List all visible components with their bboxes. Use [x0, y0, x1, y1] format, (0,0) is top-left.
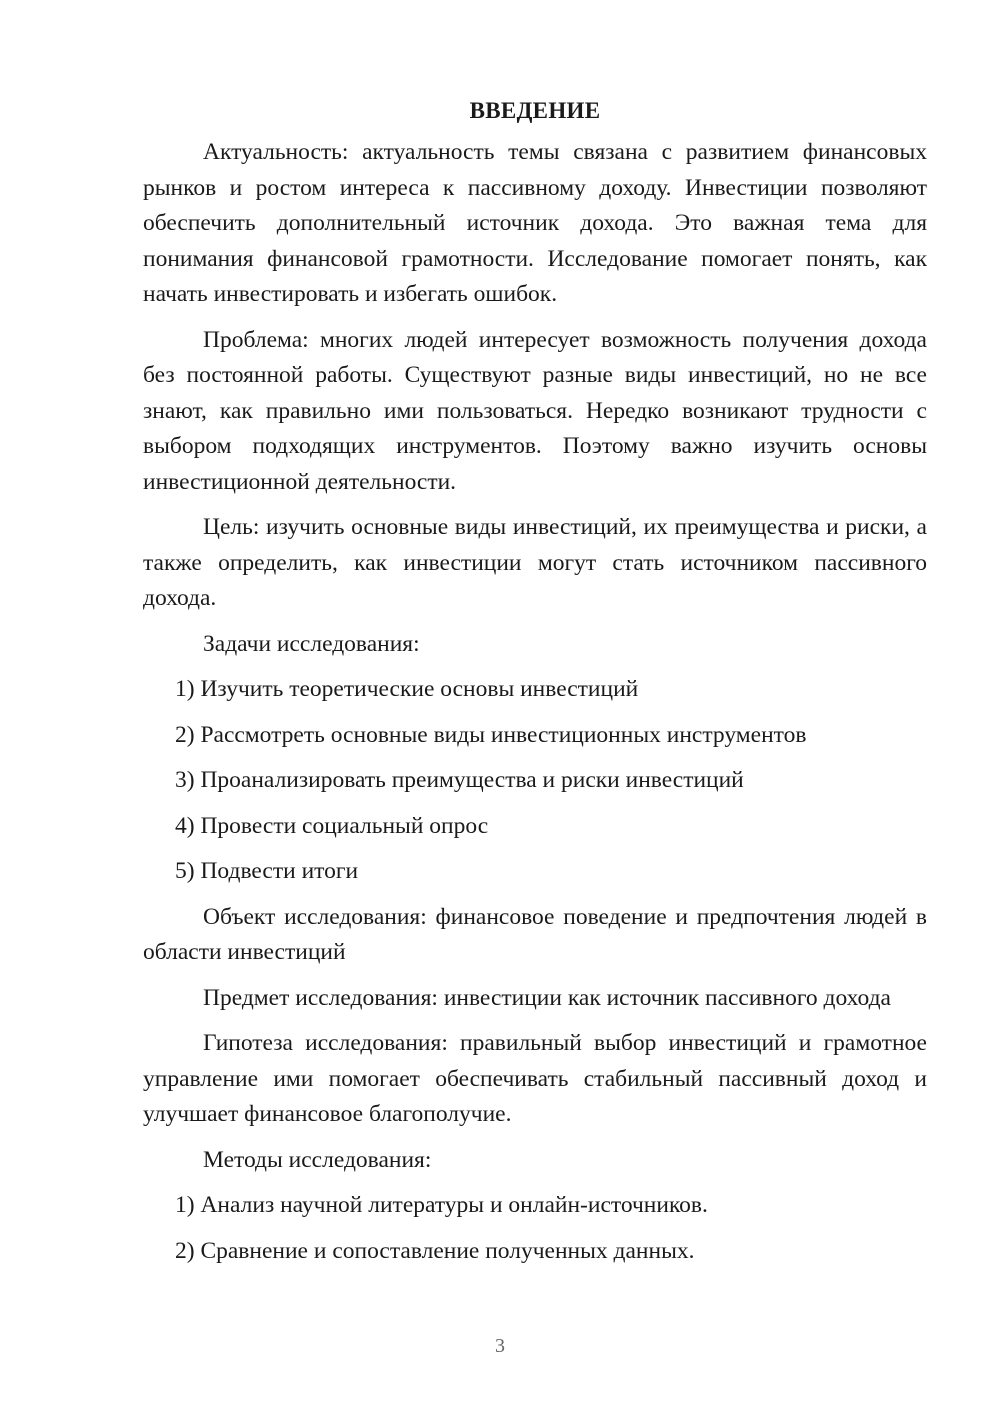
list-item: 3) Проанализировать преимущества и риски инвестиций [175, 767, 744, 793]
page-title: ВВЕДЕНИЕ [469, 98, 601, 123]
list-item: 4) Провести социальный опрос [175, 812, 489, 839]
methods-list [143, 1188, 927, 1269]
subject-paragraph: Предмет исследования: инвестиции как источник пассивного дохода [203, 984, 891, 1011]
list-item: 1) Анализ научной литературы и онлайн-источников. [175, 1192, 708, 1218]
relevance-paragraph: Актуальность: актуальность темы связана с развитием финансовых рынков и ростом интереса к пассивному доходу. Инвестиции позволяют обеспечить дополнительный источник дохода. Это важная тема для понимания финансовой грамотности. Исследование помогает понять, как начать инвестировать и избегать ошибок. [143, 139, 927, 307]
problem-paragraph: Проблема: многих людей интересует возможность получения дохода без постоянной работы. Существуют разные виды инвестиций, но не все знают, как правильно ими пользоваться. Нередко возникают трудности с выбором подходящих инструментов. Поэтому важно изучить основы инвестиционной деятельности. [143, 326, 927, 495]
page-number: 3 [495, 1335, 505, 1357]
methods-heading: Методы исследования: [203, 1146, 432, 1173]
list-item: 1) Изучить теоретические основы инвестиций [175, 676, 639, 702]
list-item: 5) Подвести итоги [175, 858, 359, 884]
tasks-list [143, 672, 927, 890]
page-content [143, 94, 927, 1269]
object-paragraph: Объект исследования: финансовое поведение и предпочтения людей в области инвестиций [143, 903, 927, 965]
hypothesis-paragraph: Гипотеза исследования: правильный выбор инвестиций и грамотное управление ими помогает обеспечивать стабильный пассивный доход и улучшает финансовое благополучие. [143, 1030, 927, 1127]
list-item: 2) Сравнение и сопоставление полученных данных. [175, 1237, 695, 1264]
tasks-heading: Задачи исследования: [203, 630, 420, 657]
goal-paragraph: Цель: изучить основные виды инвестиций, их преимущества и риски, а также определить, как инвестиции могут стать источником пассивного дохода. [143, 514, 927, 611]
list-item: 2) Рассмотреть основные виды инвестиционных инструментов [175, 721, 807, 748]
